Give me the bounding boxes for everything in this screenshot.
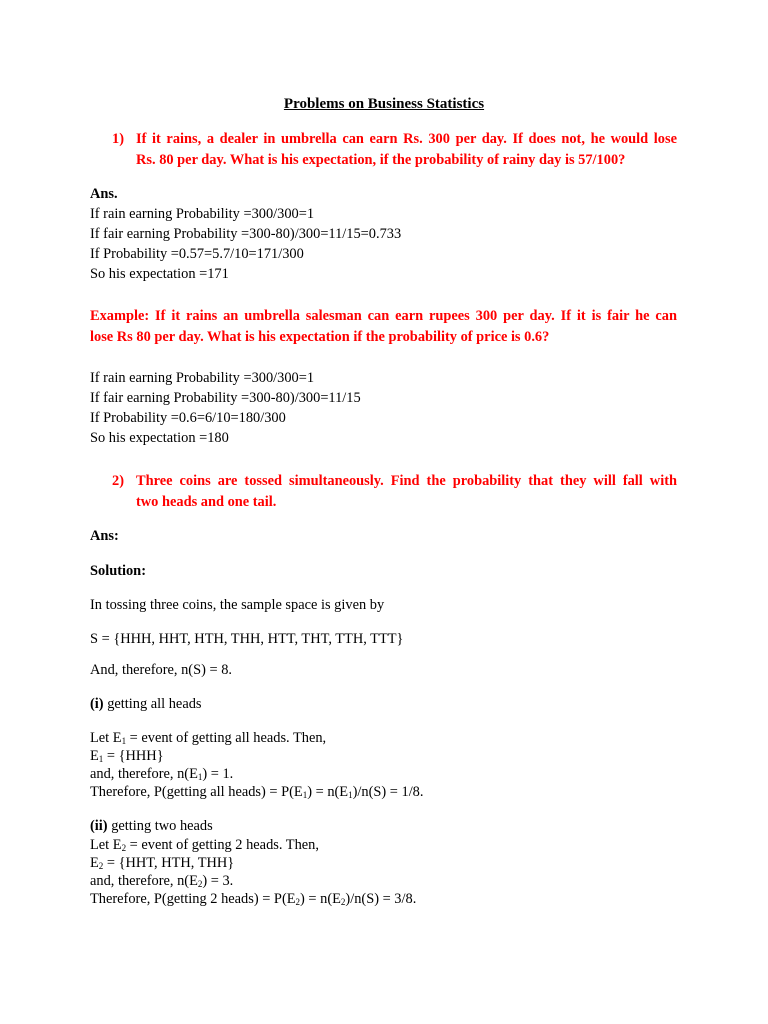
page-title: Problems on Business Statistics xyxy=(283,96,485,112)
part-ii-heading xyxy=(90,816,213,836)
example-answer-line-3: If Probability =0.6=6/10=180/300 xyxy=(90,410,286,426)
part-ii-line-3: and, therefore, $n(E_2) = 3$. xyxy=(90,873,234,889)
answer-1-line-1: If rain earning Probability =300/300=1 xyxy=(90,206,315,222)
part-i-heading-text: getting all heads xyxy=(103,696,202,712)
answer-1-line-2: If fair earning Probability =300-80)/300=11/15=0.733 xyxy=(90,226,402,242)
question-1-line-2: Rs. 80 per day. What is his expectation, if the probability of rainy day is 57/100? xyxy=(136,152,626,168)
part-i-tag: (i) xyxy=(90,696,104,712)
question-1-line-1: If it rains, a dealer in umbrella can earn Rs. 300 per day. If does not, he would lose xyxy=(136,131,677,147)
answer-1-line-4: So his expectation =171 xyxy=(90,266,229,282)
part-i-line-3: and, therefore, $n(E_1) = 1$. xyxy=(90,766,234,782)
part-ii-line-2: $E_2 = \{HHT$, HTH, THH} xyxy=(90,855,235,871)
question-2-line-1: Three coins are tossed simultaneously. Find the probability that they will fall with xyxy=(136,473,677,489)
solution-intro: In tossing three coins, the sample space is given by xyxy=(90,597,385,613)
part-ii-tag: (ii) xyxy=(90,818,108,834)
solution-label: Solution: xyxy=(90,563,146,579)
answer-1-label: Ans. xyxy=(90,186,118,202)
part-i-line-4: Therefore, P(getting all heads) = $P(E_1) = n(E_1)/n(S) = 1/8$. xyxy=(90,784,424,800)
example-answer-line-1: If rain earning Probability =300/300=1 xyxy=(90,370,315,386)
part-i-line-2: $E_1 = \{HHH\}$ xyxy=(90,748,164,764)
question-2-line-2: two heads and one tail. xyxy=(136,494,277,510)
answer-1-line-3: If Probability =0.57=5.7/10=171/300 xyxy=(90,246,304,262)
question-1-number: 1) xyxy=(112,131,124,147)
part-i-heading xyxy=(90,694,202,714)
part-ii-line-4: Therefore, P(getting 2 heads) = $P(E_2) = n(E_2)/n(S) = 3/8$. xyxy=(90,891,417,907)
sample-space-count: And, therefore, n(S) = 8. xyxy=(90,662,232,678)
part-ii-line-1: Let $E_2$ = event of getting 2 heads. Then, xyxy=(90,837,319,853)
example-line-2: lose Rs 80 per day. What is his expectation if the probability of price is 0.6? xyxy=(90,329,550,345)
answer-2-label: Ans: xyxy=(90,528,119,544)
example-answer-line-2: If fair earning Probability =300-80)/300=11/15 xyxy=(90,390,361,406)
sample-space: S = {HHH, HHT, HTH, THH, HTT, THT, TTH, TTT} xyxy=(90,631,404,647)
example-line-1: Example: If it rains an umbrella salesman can earn rupees 300 per day. If it is fair he can xyxy=(90,308,677,324)
example-answer-line-4: So his expectation =180 xyxy=(90,430,229,446)
part-i-line-1: Let $E_1$ = event of getting all heads. Then, xyxy=(90,730,327,746)
question-2-number: 2) xyxy=(112,473,124,489)
part-ii-heading-text: getting two heads xyxy=(107,818,213,834)
